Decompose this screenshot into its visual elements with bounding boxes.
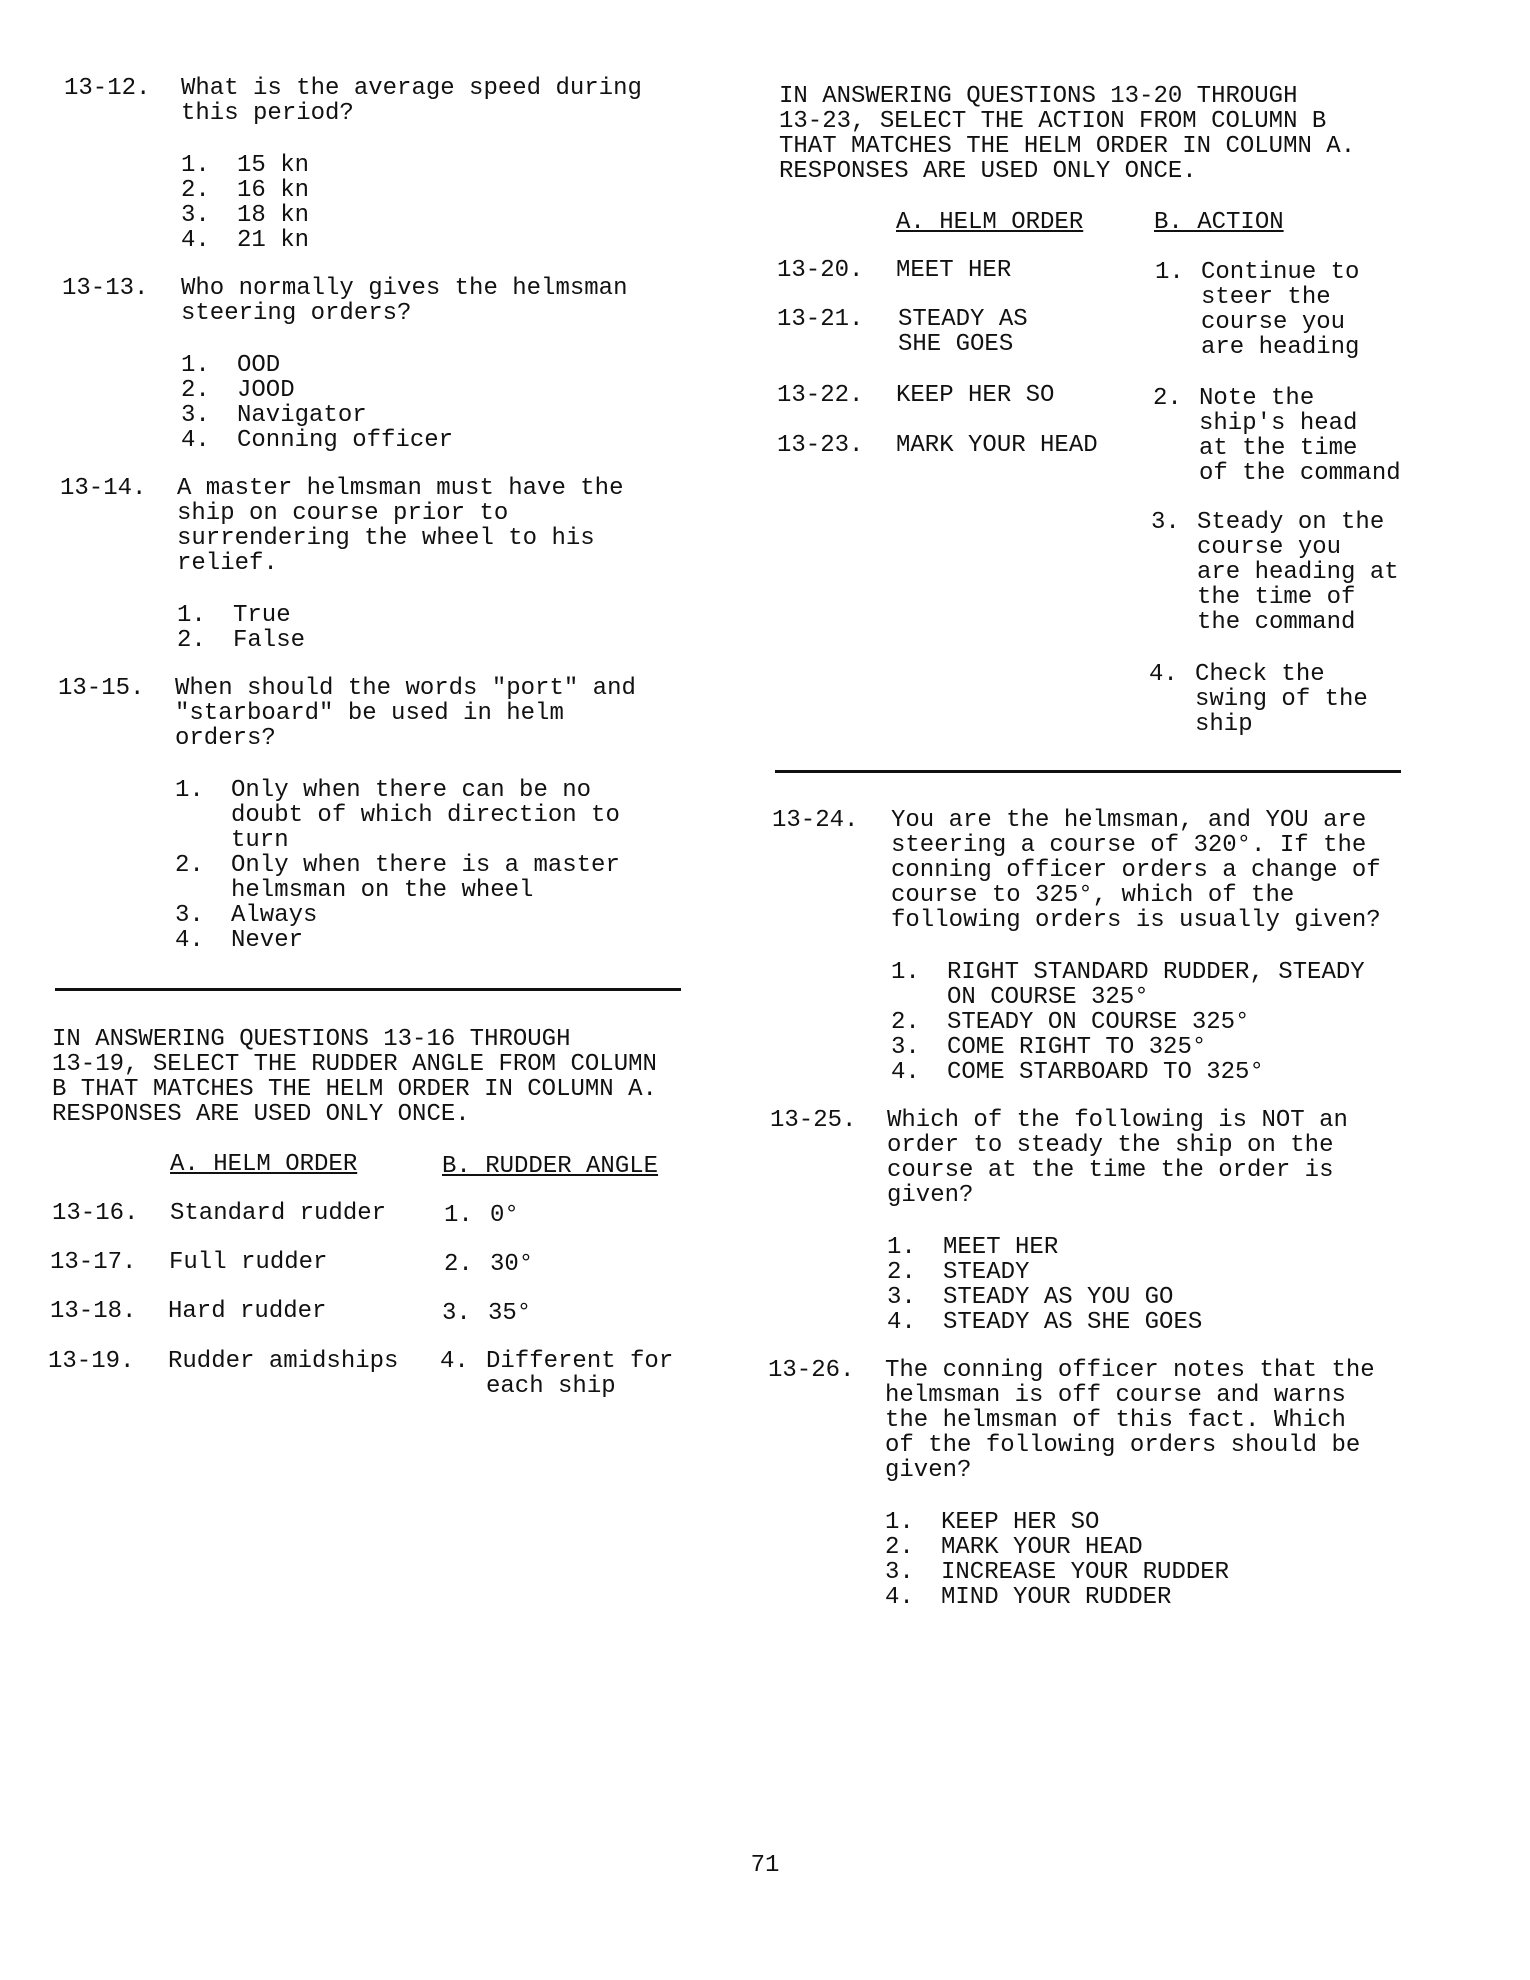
question-number: 13-13. xyxy=(62,275,149,302)
option: 3. Navigator xyxy=(181,402,367,429)
question-number: 13-23. xyxy=(777,432,864,459)
option: 3. Always xyxy=(175,902,318,929)
question-stem: Which of the following is NOT an order to steady the ship on the course at the time the order is given? xyxy=(887,1107,1348,1209)
question-number: 13-21. xyxy=(777,306,864,333)
question-number: 13-24. xyxy=(772,807,859,834)
matching-row xyxy=(48,1349,688,1449)
rudder-angle: 2. 30° xyxy=(444,1251,534,1278)
option: 4. MIND YOUR RUDDER xyxy=(885,1584,1172,1611)
question-number: 13-19. xyxy=(48,1348,135,1375)
helm-order: STEADY AS SHE GOES xyxy=(898,306,1028,358)
options-list xyxy=(181,153,309,253)
option: 1. MEET HER xyxy=(887,1234,1059,1261)
rudder-angle: 3. 35° xyxy=(442,1300,532,1327)
action-response: 3. Steady on the course you are heading at the time of the command xyxy=(1151,509,1399,636)
option: 2. 16 kn xyxy=(181,177,310,204)
options-list xyxy=(175,778,620,953)
question-number: 13-17. xyxy=(50,1249,137,1276)
options-list xyxy=(181,353,453,453)
question-stem: You are the helmsman, and YOU are steering a course of 320°. If the conning officer orders a change of course to 325°, which of the following orders is usually given? xyxy=(891,807,1381,934)
question-number: 13-20. xyxy=(777,257,864,284)
option: 3. 18 kn xyxy=(181,202,310,229)
option: 2. Only when there is a master helmsman on the wheel xyxy=(175,852,620,904)
option: 3. COME RIGHT TO 325° xyxy=(891,1034,1207,1061)
helm-order: Standard rudder xyxy=(170,1200,387,1227)
matching-instruction: IN ANSWERING QUESTIONS 13-20 THROUGH 13-23, SELECT THE ACTION FROM COLUMN B THAT MATCHES THE HELM ORDER IN COLUMN A. RESPONSES ARE USED ONLY ONCE. xyxy=(779,83,1356,185)
question-stem: Who normally gives the helmsman steering orders? xyxy=(181,275,628,327)
helm-order: Rudder amidships xyxy=(168,1348,399,1375)
helm-order: MEET HER xyxy=(896,257,1012,284)
question-number: 13-26. xyxy=(768,1357,855,1384)
question-number: 13-14. xyxy=(60,475,147,502)
options-list xyxy=(177,603,305,653)
options-list xyxy=(887,1235,1202,1335)
option: 4. 21 kn xyxy=(181,227,310,254)
options-list xyxy=(885,1510,1229,1610)
action-response: 1. Continue to steer the course you are heading xyxy=(1155,259,1360,361)
helm-order: Full rudder xyxy=(169,1249,328,1276)
option: 3. INCREASE YOUR RUDDER xyxy=(885,1559,1230,1586)
section-divider xyxy=(775,770,1401,773)
option: 3. STEADY AS YOU GO xyxy=(887,1284,1174,1311)
action-response: 4. Check the swing of the ship xyxy=(1149,661,1368,738)
option: 2. False xyxy=(177,627,306,654)
section-divider xyxy=(55,988,681,991)
option: 1. KEEP HER SO xyxy=(885,1509,1100,1536)
question-number: 13-18. xyxy=(50,1298,137,1325)
option: 4. Conning officer xyxy=(181,427,454,454)
option: 1. RIGHT STANDARD RUDDER, STEADY ON COURSE 325° xyxy=(891,959,1365,1011)
question-stem: A master helmsman must have the ship on course prior to surrendering the wheel to his relief. xyxy=(177,475,624,577)
rudder-angle: 1. 0° xyxy=(444,1202,519,1229)
page-number: 71 xyxy=(750,1852,780,1879)
column-b-header: B. ACTION xyxy=(1154,209,1284,236)
question-number: 13-22. xyxy=(777,382,864,409)
action-response: 2. Note the ship's head at the time of the command xyxy=(1153,385,1401,487)
question-stem: What is the average speed during this period? xyxy=(181,75,642,127)
option: 4. COME STARBOARD TO 325° xyxy=(891,1059,1264,1086)
question-stem: When should the words "port" and "starboard" be used in helm orders? xyxy=(175,675,636,752)
question-number: 13-12. xyxy=(64,75,151,102)
question-number: 13-15. xyxy=(58,675,145,702)
option: 1. 15 kn xyxy=(181,152,310,179)
option: 2. STEADY ON COURSE 325° xyxy=(891,1009,1250,1036)
matching-row xyxy=(777,307,1137,382)
option: 2. JOOD xyxy=(181,377,295,404)
question-stem: The conning officer notes that the helmsman is off course and warns the helmsman of this fact. Which of the following orders should be given? xyxy=(885,1357,1375,1484)
option: 1. Only when there can be no doubt of which direction to turn xyxy=(175,777,620,854)
helm-order: KEEP HER SO xyxy=(896,382,1055,409)
option: 1. True xyxy=(177,602,291,629)
matching-instruction: IN ANSWERING QUESTIONS 13-16 THROUGH 13-19, SELECT THE RUDDER ANGLE FROM COLUMN B THAT MATCHES THE HELM ORDER IN COLUMN A. RESPONSES ARE USED ONLY ONCE. xyxy=(52,1026,657,1128)
helm-order: MARK YOUR HEAD xyxy=(896,432,1098,459)
option: 2. STEADY xyxy=(887,1259,1030,1286)
helm-order: Hard rudder xyxy=(168,1298,327,1325)
column-a-header: A. HELM ORDER xyxy=(896,209,1084,236)
option: 1. OOD xyxy=(181,352,281,379)
option: 2. MARK YOUR HEAD xyxy=(885,1534,1143,1561)
matching-row xyxy=(777,433,1137,508)
column-a-header: A. HELM ORDER xyxy=(170,1151,358,1178)
question-number: 13-25. xyxy=(770,1107,857,1134)
options-list xyxy=(891,960,1365,1085)
column-b-header: B. RUDDER ANGLE xyxy=(442,1153,659,1180)
option: 4. STEADY AS SHE GOES xyxy=(887,1309,1203,1336)
option: 4. Never xyxy=(175,927,304,954)
question-number: 13-16. xyxy=(52,1200,139,1227)
rudder-angle: 4. Different for each ship xyxy=(440,1348,674,1400)
